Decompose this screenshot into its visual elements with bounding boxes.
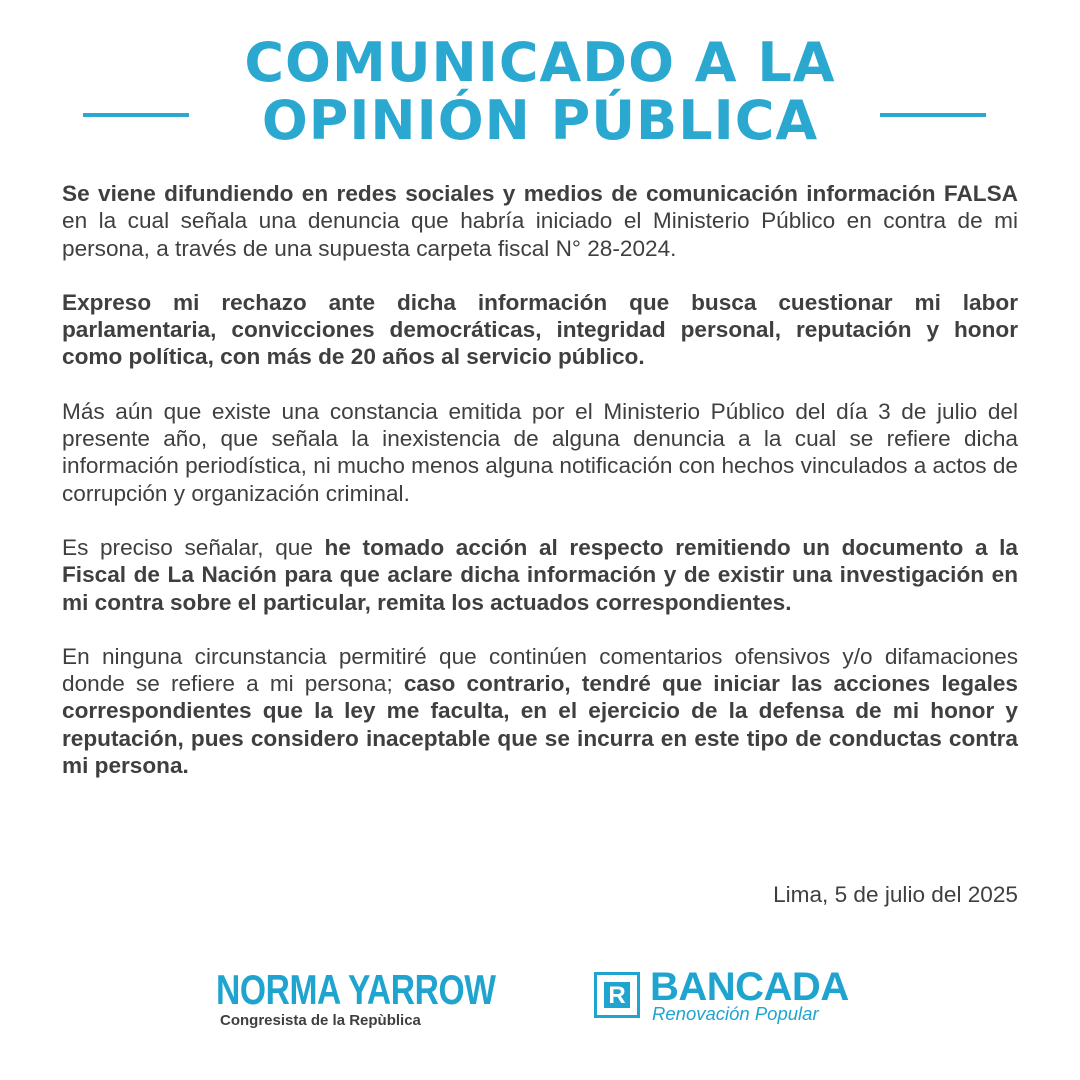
- document-title: [0, 31, 1080, 152]
- norma-logo-subtitle: Congresista de la Repùblica: [220, 1012, 421, 1029]
- title-rule-right: [880, 113, 986, 117]
- paragraph-5: [62, 643, 1018, 779]
- paragraph-3-text: Más aún que existe una constancia emitida por el Ministerio Público del día 3 de julio del presente año, que señala la inexistencia de alguna denuncia a la cual se refiere dicha información periodística, ni mucho menos alguna notificación con hechos vinculados a actos de corrupción y organización criminal.: [62, 398, 1018, 506]
- paragraph-2-bold: Expreso mi rechazo ante dicha información que busca cuestionar mi labor parlamentaria, convicciones democráticas, integridad personal, reputación y honor como política, con más de 20 años al servicio público.: [62, 289, 1018, 370]
- title-rule-left: [83, 113, 189, 117]
- paragraph-2: [62, 289, 1018, 371]
- statement-body: [62, 180, 1018, 806]
- r-logo-letter: R: [604, 982, 630, 1008]
- paragraph-4-text: Es preciso señalar, que: [62, 534, 325, 560]
- title-line-2: OPINIÓN PÚBLICA: [261, 89, 819, 152]
- bancada-logo-subtitle: Renovación Popular: [652, 1003, 819, 1024]
- paragraph-4: [62, 534, 1018, 616]
- paragraph-5-text: En ninguna circunstancia permitiré que continúen comentarios ofensivos y/o difamaciones donde se refiere a mi persona;: [62, 643, 1018, 697]
- norma-logo-name: NORMA YARROW: [216, 966, 496, 1013]
- bancada-logo-name: BANCADA: [650, 965, 849, 1009]
- paragraph-1: [62, 180, 1018, 262]
- paragraph-1-bold: Se viene difundiendo en redes sociales y medios de comunicación información FALSA: [62, 181, 1018, 206]
- paragraph-5-bold: caso contrario, tendré que iniciar las acciones legales correspondientes que la ley me faculta, en el ejercicio de la defensa de mi honor y reputación, pues considero inaceptable que se incurra en este tipo de conductas contra mi persona.: [62, 671, 1018, 779]
- norma-yarrow-logo: [216, 966, 496, 1030]
- paragraph-1-text: en la cual señala una denuncia que habría iniciado el Ministerio Público en contra de mi persona, a través de una supuesta carpeta fiscal N° 28-2024.: [62, 208, 1018, 261]
- paragraph-4-bold: he tomado acción al respecto remitiendo un documento a la Fiscal de La Nación para que aclare dicha información y de existir una investigación en mi contra sobre el particular, remita los actuados correspondientes.: [62, 534, 1018, 615]
- r-logo-icon: [594, 972, 640, 1018]
- paragraph-3: [62, 398, 1018, 507]
- date-line: Lima, 5 de julio del 2025: [773, 882, 1018, 907]
- title-line-1: COMUNICADO A LA: [244, 31, 836, 94]
